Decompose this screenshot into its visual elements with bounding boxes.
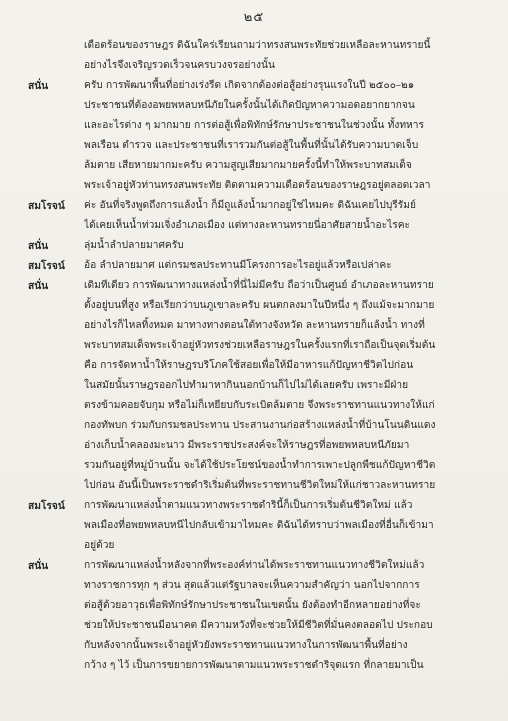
speaker-label: สนั่น xyxy=(28,240,49,252)
page-number: ๒๕ xyxy=(243,10,265,25)
text-line: คือ การจัดหาน้ำให้ราษฎรบริโภคใช้สอยเพื่อให้มีอาหารแก้ปัญหาชีวิตไปก่อน xyxy=(84,360,414,371)
text-line: ไปก่อน อันนี้เป็นพระราชดำริเริ่มต้นที่พระราชทานชีวิตใหม่ให้แก่ชาวละหานทราย xyxy=(84,480,436,491)
text-line: อ้อ ลำปลายมาศ แต่กรมชลประทานมีโครงการอะไรอยู่แล้วหรือเปล่าคะ xyxy=(84,260,392,271)
text-line: ได้เคยเห็นน้ำท่วมเจิ่งอำเภอเมือง แต่ทางละหานทรายนี่อาศัยสายน้ำอะไรคะ xyxy=(84,220,410,231)
transcript-body xyxy=(28,36,498,676)
text-line: ต่อสู้ด้วยอาวุธเพื่อพิทักษ์รักษาประชาชนในเขตนั้น ยังต้องทำอีกหลายอย่างที่จะ xyxy=(84,600,421,611)
text-line: ล้มตาย เสียหายมากมะครับ ความสูญเสียมากมายครั้งนี้ทำให้พระบาทสมเด็จ xyxy=(84,160,412,171)
text-line: กับหลังจากนั้นพระเจ้าอยู่หัวยังพระราชทานแนวทางในการพัฒนาพื้นที่อย่าง xyxy=(84,640,408,651)
text-line: ลุ่มน้ำลำปลายมาศครับ xyxy=(84,240,184,251)
text-line: กองทัพบก ร่วมกับกรมชลประทาน ประสานงานก่อสร้างแหล่งน้ำที่บ้านโนนดินแดง xyxy=(84,420,436,431)
paragraph-text xyxy=(84,76,498,196)
text-line: ทางราชการทุก ๆ ส่วน สุดแล้วแต่รัฐบาลจะเห็นความสำคัญว่า นอกไปจากการ xyxy=(84,580,420,591)
paragraph-text xyxy=(84,236,498,256)
speaker-label: สมโรจน์ xyxy=(28,200,65,212)
text-line: พลเมืองที่อพยพหลบหนีไปกลับเข้ามาไหมคะ ดิฉันได้ทราบว่าพลเมืองที่อื่นก็เข้ามา xyxy=(84,520,434,531)
text-line: และอะไรต่าง ๆ มากมาย การต่อสู้เพื่อพิทักษ์รักษาประชาชนในช่วงนั้น ทั้งทหาร xyxy=(84,120,424,131)
text-line: อย่างไรจึงเจริญรวดเร็วจนครบวงจรอย่างนั้น xyxy=(84,60,275,71)
text-line: อยู่ด้วย xyxy=(84,540,115,551)
text-line: ค่ะ อันที่จริงพูดถึงการแล้งน้ำ ก็มีถูแล้งน้ำมากอยู่ใช่ไหมคะ ดิฉันเคยไปบุรีรัมย์ xyxy=(84,200,416,211)
transcript-paragraph xyxy=(28,76,498,196)
transcript-paragraph xyxy=(28,36,498,76)
text-line: เดือดร้อนของราษฎร ดิฉันใคร่เรียนถามว่าทรงสนพระทัยช่วยเหลือละหานทรายนี้ xyxy=(84,40,431,51)
transcript-paragraph xyxy=(28,276,498,496)
paragraph-text xyxy=(84,256,498,276)
text-line: เดิมทีเดียว การพัฒนาทางแหล่งน้ำที่นี่ไม่มีครับ ถือว่าเป็นศูนย์ อำเภอละหานทราย xyxy=(84,280,434,291)
paragraph-text xyxy=(84,196,498,236)
text-line: ประชาชนที่ต้องอพยพหลบหนีภัยในครั้งนั้นได้เกิดปัญหาความอดอยากยากจน xyxy=(84,100,415,111)
text-line: การพัฒนาแหล่งน้ำตามแนวทางพระราชดำรินี้ก็เป็นการเริ่มต้นชีวิตใหม่ แล้ว xyxy=(84,500,413,511)
transcript-paragraph xyxy=(28,236,498,256)
text-line: ในสมัยนั้นราษฎรออกไปทำมาหากินนอกบ้านก็ไปไม่ได้เลยครับ เพราะมีฝ่าย xyxy=(84,380,409,391)
text-line: ตั้งอยู่บนที่สูง หรือเรียกว่าบนภูเขาละครับ ผนตกลงมาในปีหนึ่ง ๆ ถึงแม้จะมากมาย xyxy=(84,300,435,311)
text-line: รวมกันอยู่ที่หมู่บ้านนั้น จะได้ใช้ประโยชน์ของน้ำทำการเพาะปลูกพืชแก้ปัญหาชีวิต xyxy=(84,460,436,471)
transcript-paragraph xyxy=(28,556,498,676)
text-line: พลเรือน ตำรวจ และประชาชนที่เรารวมกันต่อสู้ในพื้นที่นั้นได้รับความบาดเจ็บ xyxy=(84,140,419,151)
text-line: อ่างเก็บน้ำคลองมะนาว มีพระราชประสงค์จะให้ราษฎรที่อพยพหลบหนีภัยมา xyxy=(84,440,410,451)
speaker-label: สนั่น xyxy=(28,280,49,292)
paragraph-text xyxy=(84,276,498,496)
transcript-paragraph xyxy=(28,256,498,276)
transcript-paragraph xyxy=(28,196,498,236)
paragraph-text xyxy=(84,556,498,676)
speaker-label: สมโรจน์ xyxy=(28,500,65,512)
text-line: พระเจ้าอยู่หัวท่านทรงสนพระทัย ติดตามความเดือดร้อนของราษฎรอยู่ตลอดเวลา xyxy=(84,180,431,191)
text-line: การพัฒนาแหล่งน้ำหลังจากที่พระองค์ท่านได้พระราชทานแนวทางชีวิตใหม่แล้ว xyxy=(84,560,425,571)
text-line: ครับ การพัฒนาพื้นที่อย่างเร่งรีด เกิดจากต้องต่อสู้อย่างรุนแรงในปี ๒๕๐๐–๒๑ xyxy=(84,80,415,91)
paragraph-text xyxy=(84,36,498,76)
text-line: อย่างไรก็ไหลทิ้งหมด มาทางทางตอนใต้ทางจังหวัด ละหานทรายก็แล้งน้ำ ทางที่ xyxy=(84,320,425,331)
text-line: พระบาทสมเด็จพระเจ้าอยู่หัวทรงช่วยเหลือราษฎรในครั้งแรกที่เราถือเป็นจุดเริ่มต้น xyxy=(84,340,436,351)
text-line: กว้าง ๆ ไว้ เป็นการขยายการพัฒนาตามแนวพระราชดำริจุดแรก ที่กลายมาเป็น xyxy=(84,660,424,671)
text-line: ช่วยให้ประชาชนมีอนาคต มีความหวังที่จะช่วยให้มีชีวิตที่มั่นคงตลอดไป ประกอบ xyxy=(84,620,433,631)
paragraph-text xyxy=(84,496,498,556)
transcript-paragraph xyxy=(28,496,498,556)
speaker-label: สนั่น xyxy=(28,560,49,572)
text-line: ตรงข้ามคอยจับกุม หรือไม่ก็เหยียบกับระเบิดล้มตาย จึงพระราชทานแนวทางให้แก่ xyxy=(84,400,435,411)
speaker-label: สนั่น xyxy=(28,80,49,92)
speaker-label: สมโรจน์ xyxy=(28,260,65,272)
